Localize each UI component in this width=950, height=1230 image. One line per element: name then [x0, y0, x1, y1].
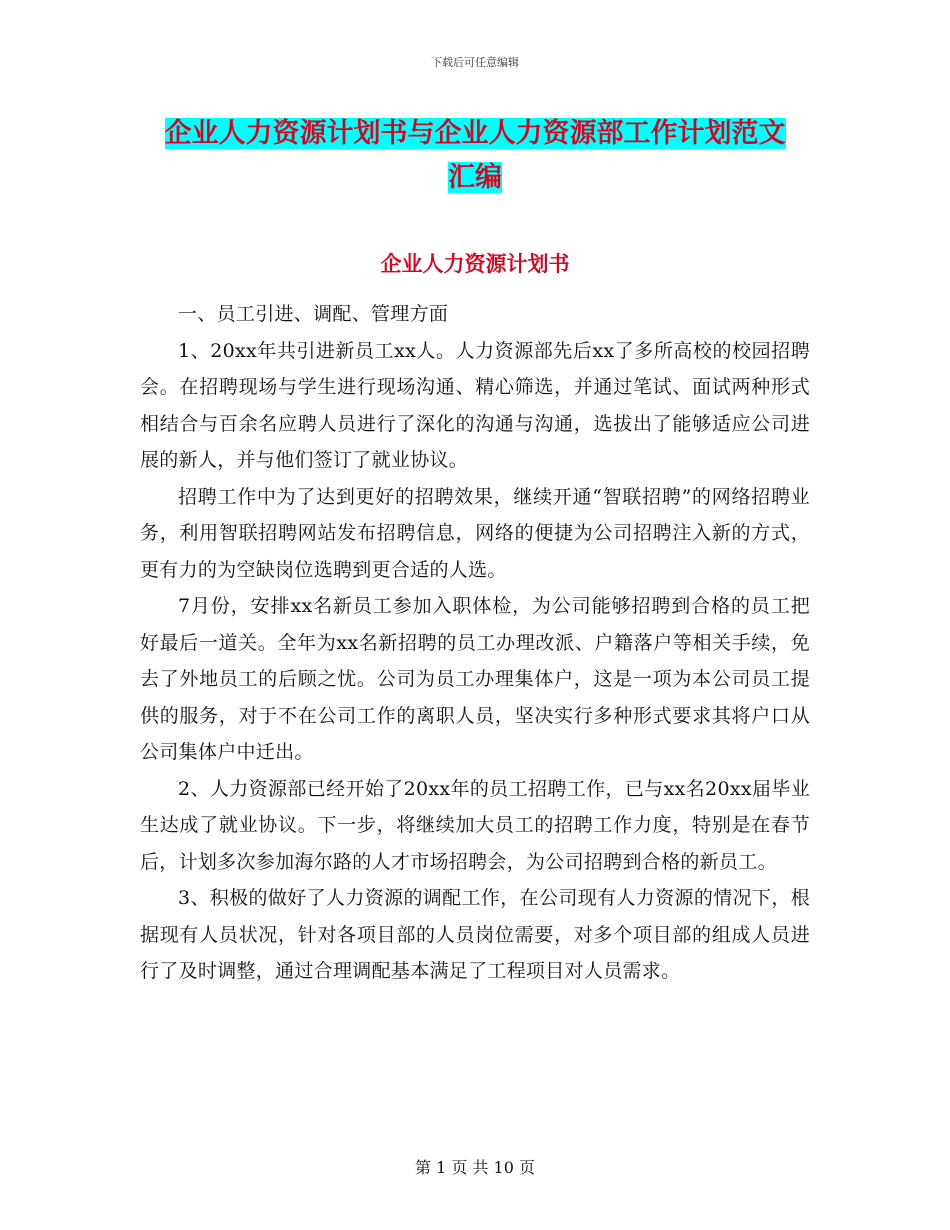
paragraph: 1、20xx年共引进新员工xx人。人力资源部先后xx了多所高校的校园招聘会。在招聘现场与学生进行现场沟通、精心筛选，并通过笔试、面试两种形式相结合与百余名应聘人员进行了深化的沟通与沟通，选拔出了能够适应公司进展的新人，并与他们签订了就业协议。	[140, 339, 810, 471]
paragraph-heading: 一、员工引进、调配、管理方面	[178, 303, 449, 325]
paragraph: 3、积极的做好了人力资源的调配工作，在公司现有人力资源的情况下，根据现有人员状况，针对各项目部的人员岗位需要，对多个项目部的组成人员进行了及时调整，通过合理调配基本满足了工程项目对人员需求。	[140, 887, 810, 982]
paragraph: 7月份，安排xx名新员工参加入职体检，为公司能够招聘到合格的员工把好最后一道关。全年为xx名新招聘的员工办理改派、户籍落户等相关手续，免去了外地员工的后顾之忧。公司为员工办理集体户，这是一项为本公司员工提供的服务，对于不在公司工作的离职人员，坚决实行多种形式要求其将户口从公司集体户中迁出。	[140, 595, 810, 763]
document-title-line-1: 企业人力资源计划书与企业人力资源部工作计划范文	[164, 118, 786, 149]
page-footer: 第 1 页 共 10 页	[415, 1158, 535, 1177]
paragraph: 2、人力资源部已经开始了20xx年的员工招聘工作，已与xx名20xx届毕业生达成了就业协议。下一步，将继续加大员工的招聘工作力度，特别是在春节后，计划多次参加海尔路的人才市场招聘会，为公司招聘到合格的新员工。	[140, 777, 810, 873]
document-title-line-2: 汇编	[448, 162, 502, 193]
document-title	[140, 112, 810, 200]
paragraph: 招聘工作中为了达到更好的招聘效果，继续开通“智联招聘”的网络招聘业务，利用智联招聘网站发布招聘信息，网络的便捷为公司招聘注入新的方式，更有力的为空缺岗位选聘到更合适的人选。	[140, 485, 810, 581]
section-title: 企业人力资源计划书	[380, 252, 570, 276]
page-header-note: 下载后可任意编辑	[431, 56, 519, 69]
document-body	[140, 296, 810, 990]
